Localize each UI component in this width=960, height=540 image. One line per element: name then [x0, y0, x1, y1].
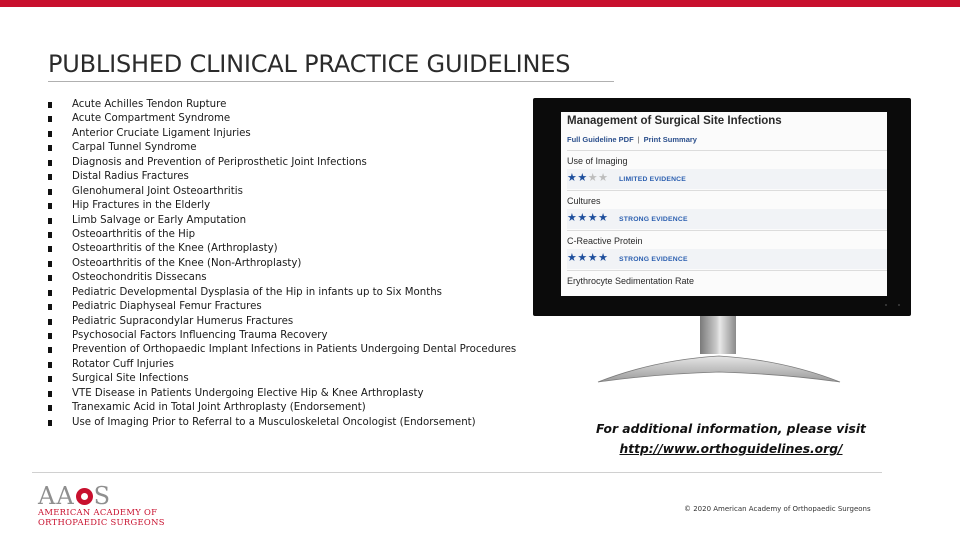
guideline-label: Tranexamic Acid in Total Joint Arthroplasty (Endorsement): [72, 402, 366, 414]
screen-divider: [567, 150, 887, 151]
recommendation-label: Cultures: [567, 196, 601, 206]
guideline-label: Pediatric Supracondylar Humerus Fractures: [72, 315, 294, 327]
guideline-item: [48, 416, 516, 430]
bullet-icon: [48, 174, 52, 180]
bullet-icon: [48, 102, 52, 108]
top-accent-bar: [0, 0, 960, 7]
guideline-label: Osteoarthritis of the Knee (Arthroplasty): [72, 243, 278, 255]
link-separator: |: [637, 135, 640, 144]
bullet-icon: [48, 203, 52, 209]
guideline-label: Use of Imaging Prior to Referral to a Musculoskeletal Oncologist (Endorsement): [72, 416, 476, 428]
logo-line-2: ORTHOPAEDIC SURGEONS: [38, 516, 165, 527]
guideline-item: [48, 127, 516, 141]
screen-divider: [567, 270, 887, 271]
guideline-label: Pediatric Developmental Dysplasia of the Hip in infants up to Six Months: [72, 286, 442, 298]
bullet-icon: [48, 420, 52, 426]
star-icon: ★: [587, 172, 599, 184]
recommendation-label: Use of Imaging: [567, 156, 628, 166]
guideline-label: Acute Achilles Tendon Rupture: [72, 99, 227, 110]
recommendation-label: C-Reactive Protein: [567, 236, 643, 246]
guideline-label: Distal Radius Fractures: [72, 171, 189, 183]
guideline-item: [48, 112, 516, 126]
guideline-label: Osteoarthritis of the Knee (Non-Arthroplasty): [72, 257, 302, 269]
guideline-label: Osteoarthritis of the Hip: [72, 228, 196, 240]
guideline-label: Psychosocial Factors Influencing Trauma Recovery: [72, 330, 328, 341]
guideline-item: [48, 214, 516, 228]
guideline-item: [48, 401, 516, 415]
star-icon: ★: [598, 252, 609, 264]
star-icon: ★: [577, 172, 588, 184]
star-icon: ★: [587, 212, 599, 224]
guideline-item: [48, 286, 516, 300]
guideline-label: Pediatric Diaphyseal Femur Fractures: [72, 301, 262, 313]
guideline-item: [48, 98, 516, 112]
bullet-icon: [48, 275, 52, 281]
full-guideline-pdf-link[interactable]: Full Guideline PDF: [567, 135, 634, 144]
guideline-item: [48, 242, 516, 256]
screen-title: Management of Surgical Site Infections: [567, 115, 782, 127]
bullet-icon: [48, 232, 52, 238]
bullet-icon: [48, 116, 52, 122]
print-summary-link[interactable]: Print Summary: [643, 135, 697, 144]
guideline-label: Diagnosis and Prevention of Periprosthetic Joint Infections: [72, 156, 367, 168]
star-icon: ★: [567, 252, 578, 264]
guideline-item: [48, 300, 516, 314]
bullet-icon: [48, 261, 52, 267]
more-info-block: [586, 419, 876, 459]
guideline-label: Acute Compartment Syndrome: [72, 113, 231, 125]
guideline-item: [48, 358, 516, 372]
more-info-text: For additional information, please visit: [596, 422, 866, 436]
monitor-screen: [561, 112, 887, 296]
guideline-item: [48, 329, 516, 343]
star-rating: [567, 211, 609, 224]
star-icon: ★: [577, 252, 588, 264]
monitor-illustration: [533, 98, 911, 316]
bullet-icon: [48, 218, 52, 224]
guideline-label: Anterior Cruciate Ligament Injuries: [72, 127, 251, 139]
guideline-item: [48, 271, 516, 285]
guideline-item: [48, 372, 516, 386]
recommendation-row: [567, 169, 887, 189]
bullet-icon: [48, 189, 52, 195]
guideline-label: Prevention of Orthopaedic Implant Infections in Patients Undergoing Dental Procedures: [72, 344, 517, 356]
footer-divider: [32, 472, 882, 473]
monitor-screw: [898, 304, 900, 306]
bullet-icon: [48, 347, 52, 353]
guideline-label: VTE Disease in Patients Undergoing Elective Hip & Knee Arthroplasty: [72, 387, 424, 399]
aaos-logo-mark: AA S: [38, 482, 112, 510]
guideline-item: [48, 315, 516, 329]
monitor-stand-base: [594, 346, 844, 386]
guideline-label: Rotator Cuff Injuries: [72, 358, 174, 370]
guideline-item: [48, 170, 516, 184]
guideline-item: [48, 257, 516, 271]
recommendation-label: Erythrocyte Sedimentation Rate: [567, 276, 695, 286]
bullet-icon: [48, 391, 52, 397]
star-rating: [567, 251, 609, 264]
guideline-label: Osteochondritis Dissecans: [72, 272, 207, 284]
guideline-item: [48, 185, 516, 199]
screen-divider: [567, 230, 887, 231]
star-icon: ★: [598, 212, 609, 224]
bullet-icon: [48, 131, 52, 137]
star-icon: ★: [567, 172, 578, 184]
star-rating: [567, 171, 609, 184]
title-divider: [48, 81, 614, 82]
guideline-item: [48, 199, 516, 213]
star-icon: ★: [587, 252, 599, 264]
slide-title: PUBLISHED CLINICAL PRACTICE GUIDELINES: [48, 50, 571, 78]
star-icon: ★: [598, 172, 609, 184]
guideline-label: Glenohumeral Joint Osteoarthritis: [72, 185, 243, 197]
guideline-item: [48, 228, 516, 242]
monitor-screw: [885, 304, 887, 306]
aaos-logo: [38, 482, 165, 532]
guideline-list: [48, 98, 516, 430]
guideline-label: Limb Salvage or Early Amputation: [72, 214, 247, 226]
logo-line-1: AMERICAN ACADEMY OF: [38, 507, 158, 517]
bullet-icon: [48, 376, 52, 382]
guideline-item: [48, 387, 516, 401]
guideline-item: [48, 156, 516, 170]
bullet-icon: [48, 246, 52, 252]
evidence-strength: STRONG EVIDENCE: [619, 216, 688, 223]
screen-divider: [567, 190, 887, 191]
star-icon: ★: [567, 212, 578, 224]
guideline-label: Surgical Site Infections: [72, 373, 189, 385]
screen-links: [567, 135, 697, 144]
recommendation-row: [567, 209, 887, 229]
bullet-icon: [48, 160, 52, 166]
bullet-icon: [48, 290, 52, 296]
copyright-notice: © 2020 American Academy of Orthopaedic Surgeons: [684, 505, 871, 513]
evidence-strength: LIMITED EVIDENCE: [619, 176, 687, 183]
bullet-icon: [48, 304, 52, 310]
guideline-label: Hip Fractures in the Elderly: [72, 200, 211, 212]
orthoguidelines-link[interactable]: http://www.orthoguidelines.org/: [619, 442, 843, 456]
bullet-icon: [48, 362, 52, 368]
bullet-icon: [48, 145, 52, 151]
guideline-item: [48, 141, 516, 155]
evidence-strength: STRONG EVIDENCE: [619, 256, 688, 263]
guideline-label: Carpal Tunnel Syndrome: [72, 142, 197, 154]
recommendation-row: [567, 249, 887, 269]
bullet-icon: [48, 333, 52, 339]
star-icon: ★: [577, 212, 588, 224]
bullet-icon: [48, 405, 52, 411]
guideline-item: [48, 343, 516, 357]
bullet-icon: [48, 319, 52, 325]
